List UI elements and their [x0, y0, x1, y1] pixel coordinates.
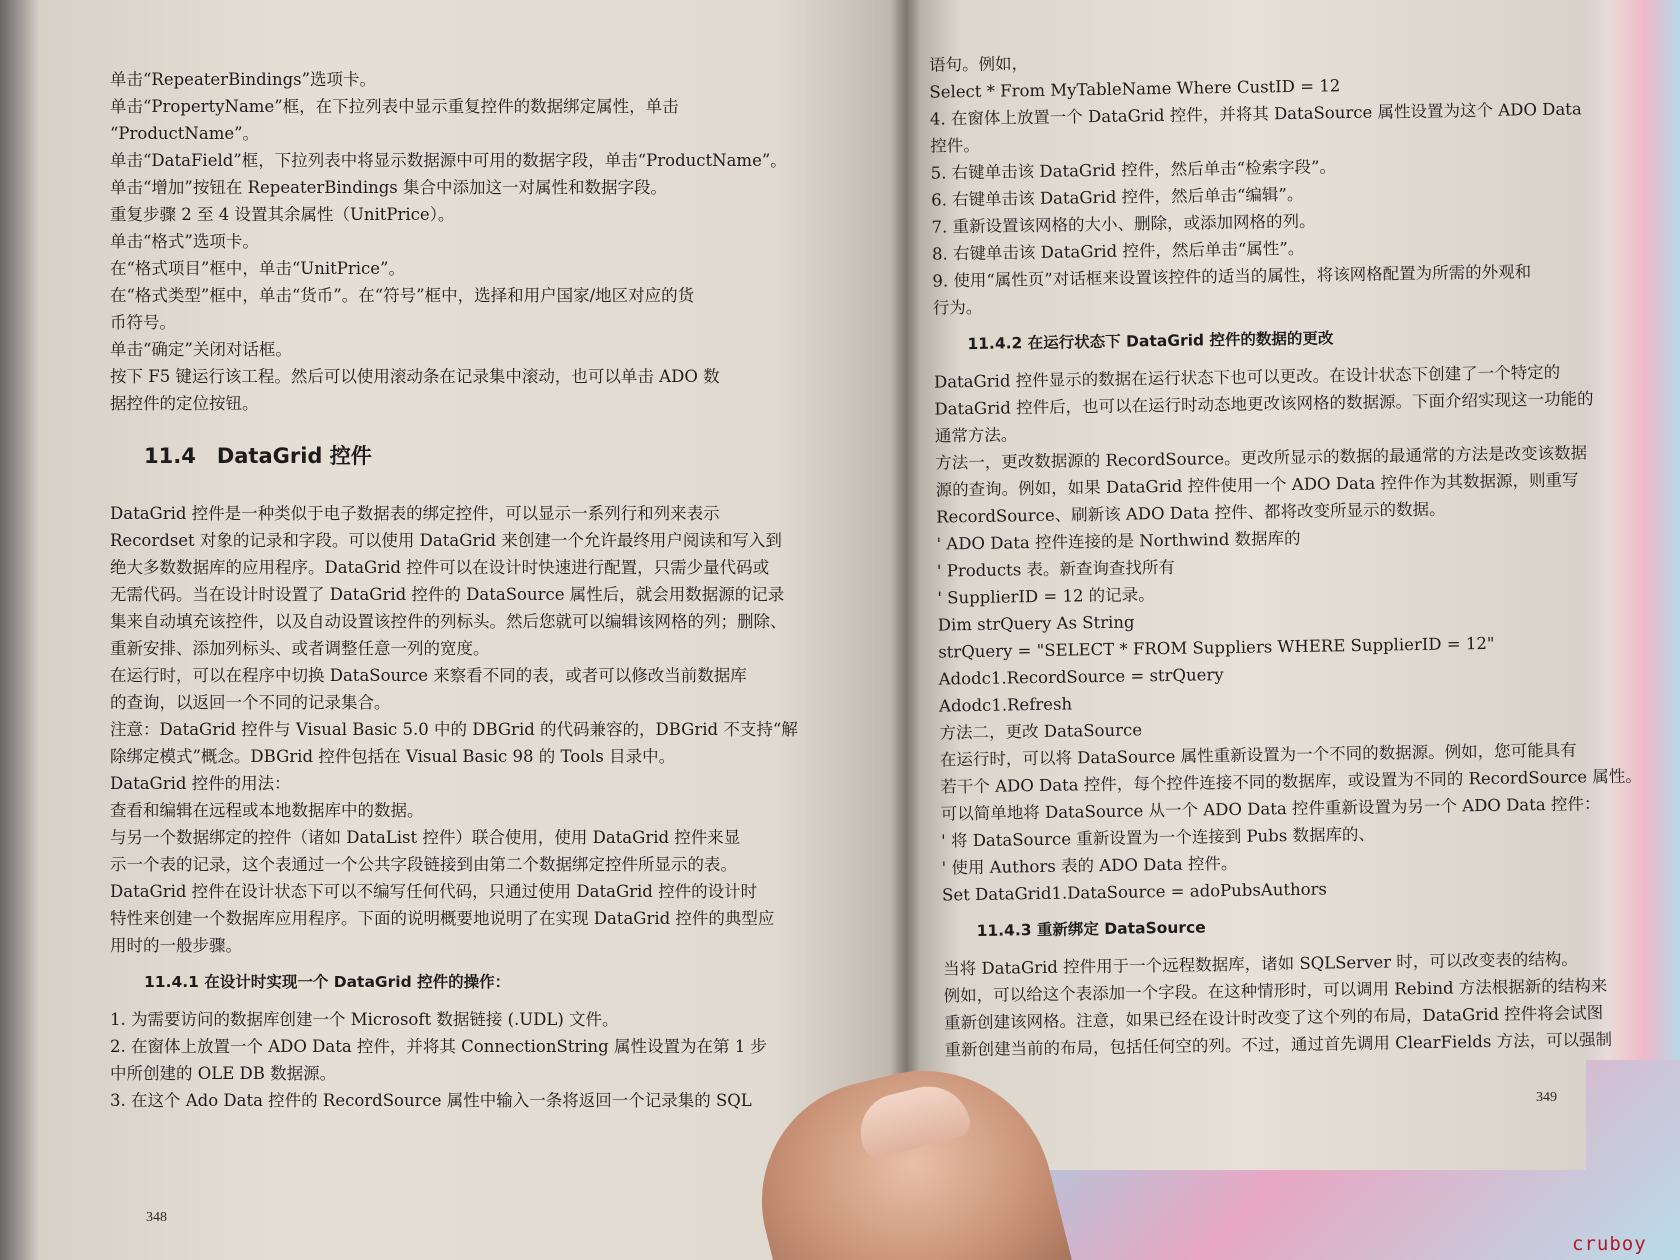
right-page-number: 349 — [1536, 1090, 1557, 1105]
text-line: 示一个表的记录，这个表通过一个公共字段链接到由第二个数据绑定控件所显示的表。 — [110, 855, 737, 874]
text-line: 重新安排、添加列标头、或者调整任意一列的宽度。 — [110, 639, 490, 658]
text-line: ' SupplierID = 12 的记录。 — [937, 585, 1155, 608]
left-body-block — [110, 500, 798, 959]
text-line: 据控件的定位按钮。 — [110, 394, 259, 413]
text-line: 2. 在窗体上放置一个 ADO Data 控件，并将其 ConnectionString 属性设置为在第 1 步 — [110, 1037, 767, 1056]
text-line: 单击“DataField”框，下拉列表中将显示数据源中可用的数据字段，单击“ProductName”。 — [110, 151, 787, 170]
text-line: 重新创建该网格。注意，如果已经在设计时改变了这个列的布局，DataGrid 控件将会试图 — [943, 1003, 1604, 1033]
text-line: ' ADO Data 控件连接的是 Northwind 数据库的 — [936, 528, 1301, 554]
book-edge — [0, 0, 40, 1260]
text-line: 除绑定模式”概念。DBGrid 控件包括在 Visual Basic 98 的 Tools 目录中。 — [110, 747, 676, 766]
text-line: 8. 右键单击该 DataGrid 控件，然后单击“属性”。 — [931, 238, 1305, 264]
text-line: 无需代码。当在设计时设置了 DataGrid 控件的 DataSource 属性后，就会用数据源的记录 — [110, 585, 785, 604]
text-line: 在运行时，可以将 DataSource 属性重新设置为一个不同的数据源。例如，您可能具有 — [939, 740, 1577, 770]
section-heading: 11.4 DataGrid 控件 — [144, 444, 372, 468]
text-line: 方法二，更改 DataSource — [939, 720, 1143, 743]
text-line: 4. 在窗体上放置一个 DataGrid 控件，并将其 DataSource 属性设置为这个 ADO Data — [929, 99, 1582, 129]
text-line: DataGrid 控件在设计状态下可以不编写任何代码，只通过使用 DataGrid 控件的设计时 — [110, 882, 758, 901]
text-line: 注意：DataGrid 控件与 Visual Basic 5.0 中的 DBGrid 的代码兼容的，DBGrid 不支持“解 — [110, 720, 798, 739]
text-line: 币符号。 — [110, 313, 176, 332]
text-line: 中所创建的 OLE DB 数据源。 — [110, 1064, 337, 1083]
text-line: 1. 为需要访问的数据库创建一个 Microsoft 数据链接 (.UDL) 文件。 — [110, 1010, 619, 1029]
right-mid-block — [934, 358, 1644, 909]
text-line: ' 将 DataSource 重新设置为一个连接到 Pubs 数据库的、 — [941, 824, 1376, 851]
text-line: 单击“增加”按钮在 RepeaterBindings 集合中添加这一对属性和数据字段。 — [110, 178, 668, 197]
text-line: 用时的一般步骤。 — [110, 936, 242, 955]
subsection-heading-11-4-3: 11.4.3 重新绑定 DataSource — [976, 918, 1206, 941]
right-end-block — [943, 945, 1646, 1064]
text-line: DataGrid 控件后，也可以在运行时动态地更改该网格的数据源。下面介绍实现这一功能的 — [934, 389, 1594, 419]
text-line: 可以简单地将 DataSource 从一个 ADO Data 控件重新设置为另一个 ADO Data 控件： — [940, 794, 1601, 824]
right-page — [906, 0, 1642, 1170]
right-top-block — [929, 41, 1635, 322]
text-line: 在“格式类型”框中，单击“货币”。在“符号”框中，选择和用户国家/地区对应的货 — [110, 286, 695, 305]
text-line: 当将 DataGrid 控件用于一个远程数据库，诸如 SQLServer 时，可以改变表的结构。 — [943, 949, 1578, 979]
left-page-number: 348 — [146, 1210, 167, 1225]
text-line: 行为。 — [932, 297, 983, 318]
text-line: 查看和编辑在远程或本地数据库中的数据。 — [110, 801, 424, 820]
text-line: “ProductName”。 — [110, 124, 260, 143]
text-line: Select * From MyTableName Where CustID = 12 — [929, 76, 1341, 102]
text-line: 在“格式项目”框中，单击“UnitPrice”。 — [110, 259, 405, 278]
text-line: 方法一，更改数据源的 RecordSource。更改所显示的数据的最通常的方法是改变该数据 — [935, 443, 1588, 473]
text-line: 源的查询。例如，如果 DataGrid 控件使用一个 ADO Data 控件作为其数据源，则重写 — [935, 470, 1579, 500]
text-line: 单击“RepeaterBindings”选项卡。 — [110, 70, 377, 89]
watermark: cruboy — [1572, 1233, 1647, 1255]
text-line: 单击“确定”关闭对话框。 — [110, 340, 292, 359]
text-line: 单击“PropertyName”框，在下拉列表中显示重复控件的数据绑定属性，单击 — [110, 97, 679, 116]
text-line: RecordSource、刷新该 ADO Data 控件、都将改变所显示的数据。 — [935, 499, 1446, 527]
text-line: 特性来创建一个数据库应用程序。下面的说明概要地说明了在实现 DataGrid 控件的典型应 — [110, 909, 775, 928]
text-line: 的查询，以返回一个不同的记录集合。 — [110, 693, 391, 712]
left-page — [24, 0, 909, 1260]
text-line: 例如，可以给这个表添加一个字段。在这种情形时，可以调用 Rebind 方法根据新的结构来 — [943, 976, 1608, 1006]
text-line: 3. 在这个 Ado Data 控件的 RecordSource 属性中输入一条将返回一个记录集的 SQL — [110, 1091, 752, 1110]
text-line: Set DataGrid1.DataSource = adoPubsAuthors — [941, 879, 1328, 905]
text-line: 5. 右键单击该 DataGrid 控件，然后单击“检索字段”。 — [930, 157, 1337, 183]
text-line: 7. 重新设置该网格的大小、删除，或添加网格的列。 — [931, 211, 1316, 237]
text-line: Adodc1.Refresh — [938, 694, 1073, 716]
text-line: 若干个 ADO Data 控件，每个控件连接不同的数据库，或设置为不同的 RecordSource 属性。 — [940, 766, 1642, 797]
text-line: 与另一个数据绑定的控件（诸如 DataList 控件）联合使用，使用 DataGrid 控件来显 — [110, 828, 741, 847]
left-page-text — [110, 66, 798, 1114]
text-line: 集来自动填充该控件，以及自动设置该控件的列标头。然后您就可以编辑该网格的列；删除、 — [110, 612, 787, 631]
right-page-text — [929, 41, 1646, 1064]
text-line: 控件。 — [930, 135, 980, 156]
left-steps-block — [110, 1006, 798, 1114]
text-line: ' 使用 Authors 表的 ADO Data 控件。 — [941, 853, 1238, 878]
text-line: 单击“格式”选项卡。 — [110, 232, 259, 251]
text-line: 重新创建当前的布局，包括任何空的列。不过，通过首先调用 ClearFields 方法，可以强制 — [944, 1030, 1613, 1060]
text-line: 9. 使用“属性页”对话框来设置该控件的适当的属性，将该网格配置为所需的外观和 — [932, 262, 1532, 291]
subsection-heading-11-4-2: 11.4.2 在运行状态下 DataGrid 控件的数据的更改 — [967, 329, 1334, 354]
text-line: 绝大多数数据库的应用程序。DataGrid 控件可以在设计时快速进行配置，只需少量代码或 — [110, 558, 770, 577]
text-line: 语句。例如， — [928, 54, 1029, 75]
text-line: Dim strQuery As String — [937, 612, 1135, 635]
text-line: DataGrid 控件的用法： — [110, 774, 291, 793]
text-line: 在运行时，可以在程序中切换 DataSource 来察看不同的表，或者可以修改当前数据库 — [110, 666, 747, 685]
text-line: 按下 F5 键运行该工程。然后可以使用滚动条在记录集中滚动，也可以单击 ADO 数 — [110, 367, 720, 386]
left-top-block — [110, 66, 798, 417]
text-line: ' Products 表。新查询查找所有 — [936, 557, 1176, 581]
subsection-heading-11-4-1: 11.4.1 在设计时实现一个 DataGrid 控件的操作： — [144, 973, 511, 991]
text-line: strQuery = "SELECT * FROM Suppliers WHERE SupplierID = 12" — [938, 633, 1495, 662]
text-line: 重复步骤 2 至 4 设置其余属性（UnitPrice）。 — [110, 205, 455, 224]
text-line: DataGrid 控件显示的数据在运行状态下也可以更改。在设计状态下创建了一个特定的 — [933, 362, 1561, 392]
text-line: Adodc1.RecordSource = strQuery — [938, 665, 1224, 689]
text-line: 6. 右键单击该 DataGrid 控件，然后单击“编辑”。 — [930, 184, 1304, 210]
text-line: DataGrid 控件是一种类似于电子数据表的绑定控件，可以显示一系列行和列来表示 — [110, 504, 720, 523]
text-line: 通常方法。 — [934, 425, 1018, 446]
text-line: Recordset 对象的记录和字段。可以使用 DataGrid 来创建一个允许最终用户阅读和写入到 — [110, 531, 782, 550]
